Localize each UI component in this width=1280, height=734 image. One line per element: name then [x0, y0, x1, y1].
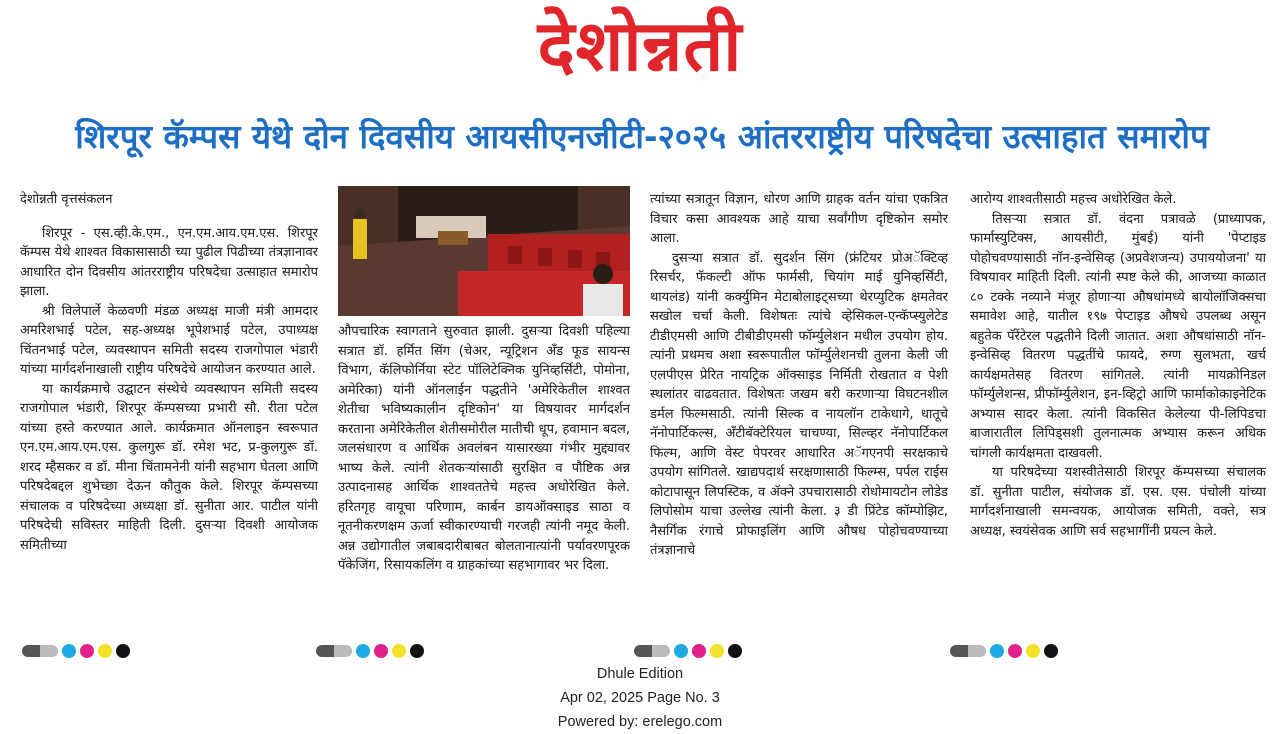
newspaper-logo: देशोन्नती	[537, 5, 743, 87]
registration-marks	[316, 644, 426, 658]
registration-dot	[1008, 644, 1022, 658]
masthead	[0, 0, 1280, 100]
article-headline: शिरपूर कॅम्पस येथे दोन दिवसीय आयसीएनजीटी-२०२५ आंतरराष्ट्रीय परिषदेचा उत्साहात समारोप	[75, 117, 1209, 156]
registration-dot	[80, 644, 94, 658]
paragraph: श्री विलेपार्ले केळवणी मंडळ अध्यक्ष माजी मंत्री आमदार अमरिशभाई पटेल, सह-अध्यक्ष भूपेशभाई पटेल, उपाध्यक्ष चिंतनभाई पटेल, व्यवस्थापन समिती सदस्य राजगोपाल भंडारी यांच्या मार्गदर्शनाखाली राष्ट्रीय परिषदेचे आयोजन करण्यात आले.	[20, 303, 318, 377]
edition-label: Dhule Edition	[596, 666, 684, 682]
paragraph: औपचारिक स्वागताने सुरुवात झाली. दुसऱ्या दिवशी पहिल्या सत्रात डॉ. हर्मित सिंग (चेअर, न्यूट्रिशन अँड फूड सायन्स विभाग, कॅलिफोर्निया स्टेट पॉलिटेक्निक युनिव्हर्सिटी, पोमोना, अमेरिका) यांनी ऑनलाईन पद्धतीने 'अमेरिकेतील शाश्वत शेतीचा भविष्यकालीन दृष्टिकोन' या विषयावर मार्गदर्शन करताना अमेरिकेतील शेतीसमोरील मातीची धूप, हवामान बदल, जलसंधारण व आर्थिक अवलंबन यासारख्या गंभीर मुद्द्यावर भाष्य केले. त्यांनी शेतकऱ्यांसाठी सुरक्षित व पौष्टिक अन्न उत्पादनासह आर्थिक शाश्वततेचे महत्त्व अधोरेखित केले. हरितगृह वायूचा परिणाम, कार्बन डायऑक्साइड साठा व नूतनीकरणक्षम ऊर्जा स्वीकारण्याची गरजही त्यांनी नमूद केली. अन्न उद्योगातील जबाबदारीबाबत बोलतानात्यांनी पर्यावरणपूरक पॅकेजिंग, रिसायकलिंग व ग्राहकांच्या सहभागावर भर दिला.	[338, 324, 630, 573]
registration-dot	[1026, 644, 1040, 658]
registration-dot	[674, 644, 688, 658]
registration-gray-bar	[316, 645, 352, 657]
registration-dot	[728, 644, 742, 658]
registration-dot	[62, 644, 76, 658]
registration-dot	[392, 644, 406, 658]
registration-marks	[634, 644, 744, 658]
registration-dot	[990, 644, 1004, 658]
article-column-2	[338, 322, 630, 622]
registration-marks	[22, 644, 132, 658]
registration-dot	[356, 644, 370, 658]
registration-gray-bar	[22, 645, 58, 657]
event-photo	[338, 186, 630, 316]
byline: देशोन्नती वृत्तसंकलन	[20, 192, 113, 207]
conference-hall-image	[338, 186, 630, 316]
registration-marks	[950, 644, 1060, 658]
paragraph: दुसऱ्या सत्रात डॉ. सुदर्शन सिंग (फ्रंटियर प्रोअॅक्टिव्ह रिसर्चर, फॅकल्टी ऑफ फार्मसी, चियांग माई युनिव्हर्सिटी, थायलंड) यांनी कर्क्युमिन मेटाबोलाइट्सच्या थेरप्युटिक क्षमतेवर सखोल चर्चा केली. विशेषतः त्यांचे व्हेसिकल-एन्कॅप्स्युलेटेड टीडीएमसी आणि टीबीडीएमसी फॉर्म्युलेशन मधील उपयोग होय. त्यांनी प्रथमच अशा स्वरूपातील फॉर्म्युलेशनची तुलना केली जी एलपीएस प्रेरित नायट्रिक ऑक्साइड निर्मिती रोखतात व पेशी स्थलांतर वाढवतात. विशेषतः जखम बरी करणाऱ्या विघटनशील डर्मल फिल्मसाठी. त्यांनी सिल्क व नायलॉन टाकेधागे, धातूचे नॅनोपार्टिकल्स, अँटीबॅक्टेरियल चाचण्या, सिल्व्हर नॅनोपार्टिकल फिल्म, आणि वेस्ट पेपरवर आधारित अॅगएनपी सरक्षकाचे उपयोग सांगितले. खाद्यपदार्थ सरक्षणासाठी फिल्म्स, पर्पल राईस कोटापासून लिपस्टिक, व ॲक्ने उपचारासाठी रोधोमायटोन लोडेड लिपोसोम याचा उल्लेख त्यांनी केला. ३ डी प्रिंटेड कॉम्पोझिट, नैसर्गिक रंगाचे प्रोफाइलिंग आणि औषध पोहोचवण्याच्या तंत्रज्ञानाचे	[650, 250, 948, 558]
registration-gray-bar	[634, 645, 670, 657]
paragraph: या परिषदेच्या यशस्वीतेसाठी शिरपूर कॅम्पसच्या संचालक डॉ. सुनीता पाटील, संयोजक डॉ. एस. एस. पंचोली यांच्या मार्गदर्शनाखाली समन्वयक, आयोजक समिती, वक्ते, सत्र अध्यक्ष, स्वयंसेवक आणि सर्व सहभागींनी प्रयत्न केले.	[970, 465, 1266, 539]
registration-dot	[692, 644, 706, 658]
paragraph: तिसऱ्या सत्रात डॉ. वंदना पत्रावळे (प्राध्यापक, फार्मास्युटिक्स, आयसीटी, मुंबई) यांनी 'पेप्टाइड पोहोचवण्यासाठी नॉन-इन्वेसिव्ह (अप्रवेशजन्य) उपाययोजना' या विषयावर माहिती दिली. त्यांनी स्पष्ट केले की, आजच्या काळात ८० टक्के नव्याने मंजूर होणाऱ्या औषधांमध्ये बायोलॉजिक्सचा समावेश आहे, यातील १९७ पेप्टाइड औषधे उपलब्ध असून बहुतेक पॅरेंटेरल पद्धतीने दिली जातात. अशा औषधांसाठी नॉन-इन्वेसिव्ह वितरण पद्धतींचे फायदे, रुग्ण सुलभता, खर्च कार्यक्षमतेसह वितरण सांगितले. त्यांनी मायक्रोनिडल फॉर्म्युलेशन्स, प्रीफॉर्म्युलेशन, इन-व्हिट्रो आणि फार्माकोकाइनेटिक अभ्यास सादर केला. त्यांनी विकसित केलेल्या पी-लिपिडचा बाजारातील लिपिड्सशी तुलनात्मक अभ्यास करून अधिक चांगली कार्यक्षमता दाखवली.	[970, 211, 1266, 461]
powered-by-link[interactable]: Powered by: erelego.com	[557, 714, 723, 730]
registration-dot	[98, 644, 112, 658]
article-column-4	[970, 190, 1266, 622]
paragraph: त्यांच्या सत्रातून विज्ञान, धोरण आणि ग्राहक वर्तन यांचा एकत्रित विचार कसा आवश्यक आहे याचा सर्वांगीण दृष्टिकोन समोर आला.	[650, 192, 948, 246]
paragraph: आरोग्य शाश्वतीसाठी महत्त्व अधोरेखित केले.	[970, 192, 1177, 207]
registration-dot	[116, 644, 130, 658]
registration-dot	[710, 644, 724, 658]
article-column-3	[650, 190, 948, 622]
registration-dot	[410, 644, 424, 658]
registration-gray-bar	[950, 645, 986, 657]
registration-dot	[374, 644, 388, 658]
date-page-label: Apr 02, 2025 Page No. 3	[560, 690, 720, 706]
paragraph: शिरपूर - एस.व्ही.के.एम., एन.एम.आय.एम.एस. शिरपूर कॅम्पस येथे शाश्वत विकासासाठी च्या पुढील पिढीच्या तंत्रज्ञानावर आधारित दोन दिवसीय आंतरराष्ट्रीय परिषदेचा उत्साहात समारोप झाला.	[20, 225, 318, 299]
article-column-1	[20, 190, 318, 622]
paragraph: या कार्यक्रमाचे उद्घाटन संस्थेचे व्यवस्थापन समिती सदस्य राजगोपाल भंडारी, शिरपूर कॅम्पसच्या प्रभारी सौ. रीता पटेल यांच्या हस्ते करण्यात आले. कार्यक्रमात ऑनलाइन स्वरूपात एन.एम.आय.एम.एस. कुलगुरू डॉ. रमेश भट, प्र-कुलगुरू डॉ. शरद म्हैसकर व डॉ. मीना चिंतामनेनी यांनी सहभाग घेतला आणि परिषदेबद्दल शुभेच्छा देऊन कौतुक केले. शिरपूर कॅम्पसच्या संचालक व परिषदेच्या अध्यक्षा डॉ. सुनीता आर. पाटील यांनी परिषदेची सविस्तर माहिती दिली. दुसऱ्या दिवशी आयोजक समितीच्या	[20, 381, 318, 553]
registration-dot	[1044, 644, 1058, 658]
